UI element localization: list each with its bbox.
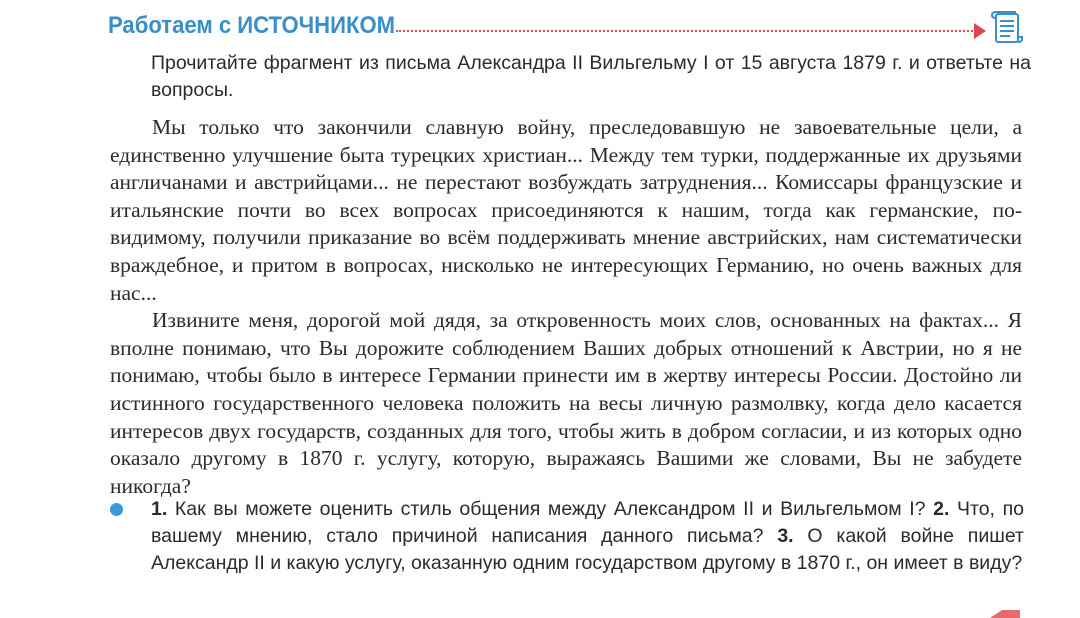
- section-title-prefix: Работаем с: [108, 12, 238, 39]
- section-header: [108, 10, 1028, 46]
- question-3-number: 3.: [777, 525, 794, 547]
- intro-instruction: Прочитайте фрагмент из письма Александра II Вильгельму I от 15 августа 1879 г. и ответьте на вопросы.: [151, 52, 1031, 101]
- quote-paragraph-2: Извините меня, дорогой мой дядя, за откровенность моих слов, основанных на фактах... Я вполне понимаю, что Вы дорожите соблюдением Ваших добрых отношений к Австрии, но я не понимаю, чтобы было в интересе Германии принести им в жертву интересы России. Достойно ли истинного государственного человека положить на весы личную размолвку, когда дело касается интересов двух государств, созданных для того, чтобы жить в добром согласии, и из которых одно оказало другому в 1870 г. услугу, которую, выражаясь Вашими же словами, Вы не забудете никогда?: [110, 308, 1022, 498]
- section-title-accent: ИСТОЧНИКОМ: [237, 12, 396, 39]
- question-1-number: 1.: [151, 498, 168, 520]
- question-1-text: Как вы можете оценить стиль общения между Александром II и Вильгельмом I?: [167, 498, 934, 520]
- dotted-divider: [396, 30, 976, 32]
- question-2-text: Что, по вашему мнению, стало причиной написания данного письма?: [151, 498, 1024, 547]
- question-2-number: 2.: [933, 498, 950, 520]
- source-quote: [110, 114, 1022, 500]
- corner-decoration: [990, 610, 1020, 618]
- document-icon: [990, 10, 1024, 46]
- question-3-text: О какой войне пишет Александр II и какую услугу, оказанную одним государством другому в 1870 г., он имеет в виду?: [151, 525, 1024, 574]
- quote-paragraph-1: Мы только что закончили славную войну, преследовавшую не завоевательные цели, а единственно улучшение быта турецких христиан... Между тем турки, поддержанные их друзьями англичанами и австрийцами... не перестают возбуждать затруднения... Комиссары французские и итальянские почти во всех вопросах присоединяются к нашим, тогда как германские, по-видимому, получили приказание во всём поддерживать мнение австрийских, нам систематически враждебное, и притом в вопросах, нисколько не интересующих Германию, но очень важных для нас...: [110, 115, 1022, 305]
- bullet-icon: [110, 503, 123, 516]
- section-title: [108, 12, 395, 40]
- questions-block: [151, 496, 1024, 577]
- arrow-icon: [974, 23, 986, 39]
